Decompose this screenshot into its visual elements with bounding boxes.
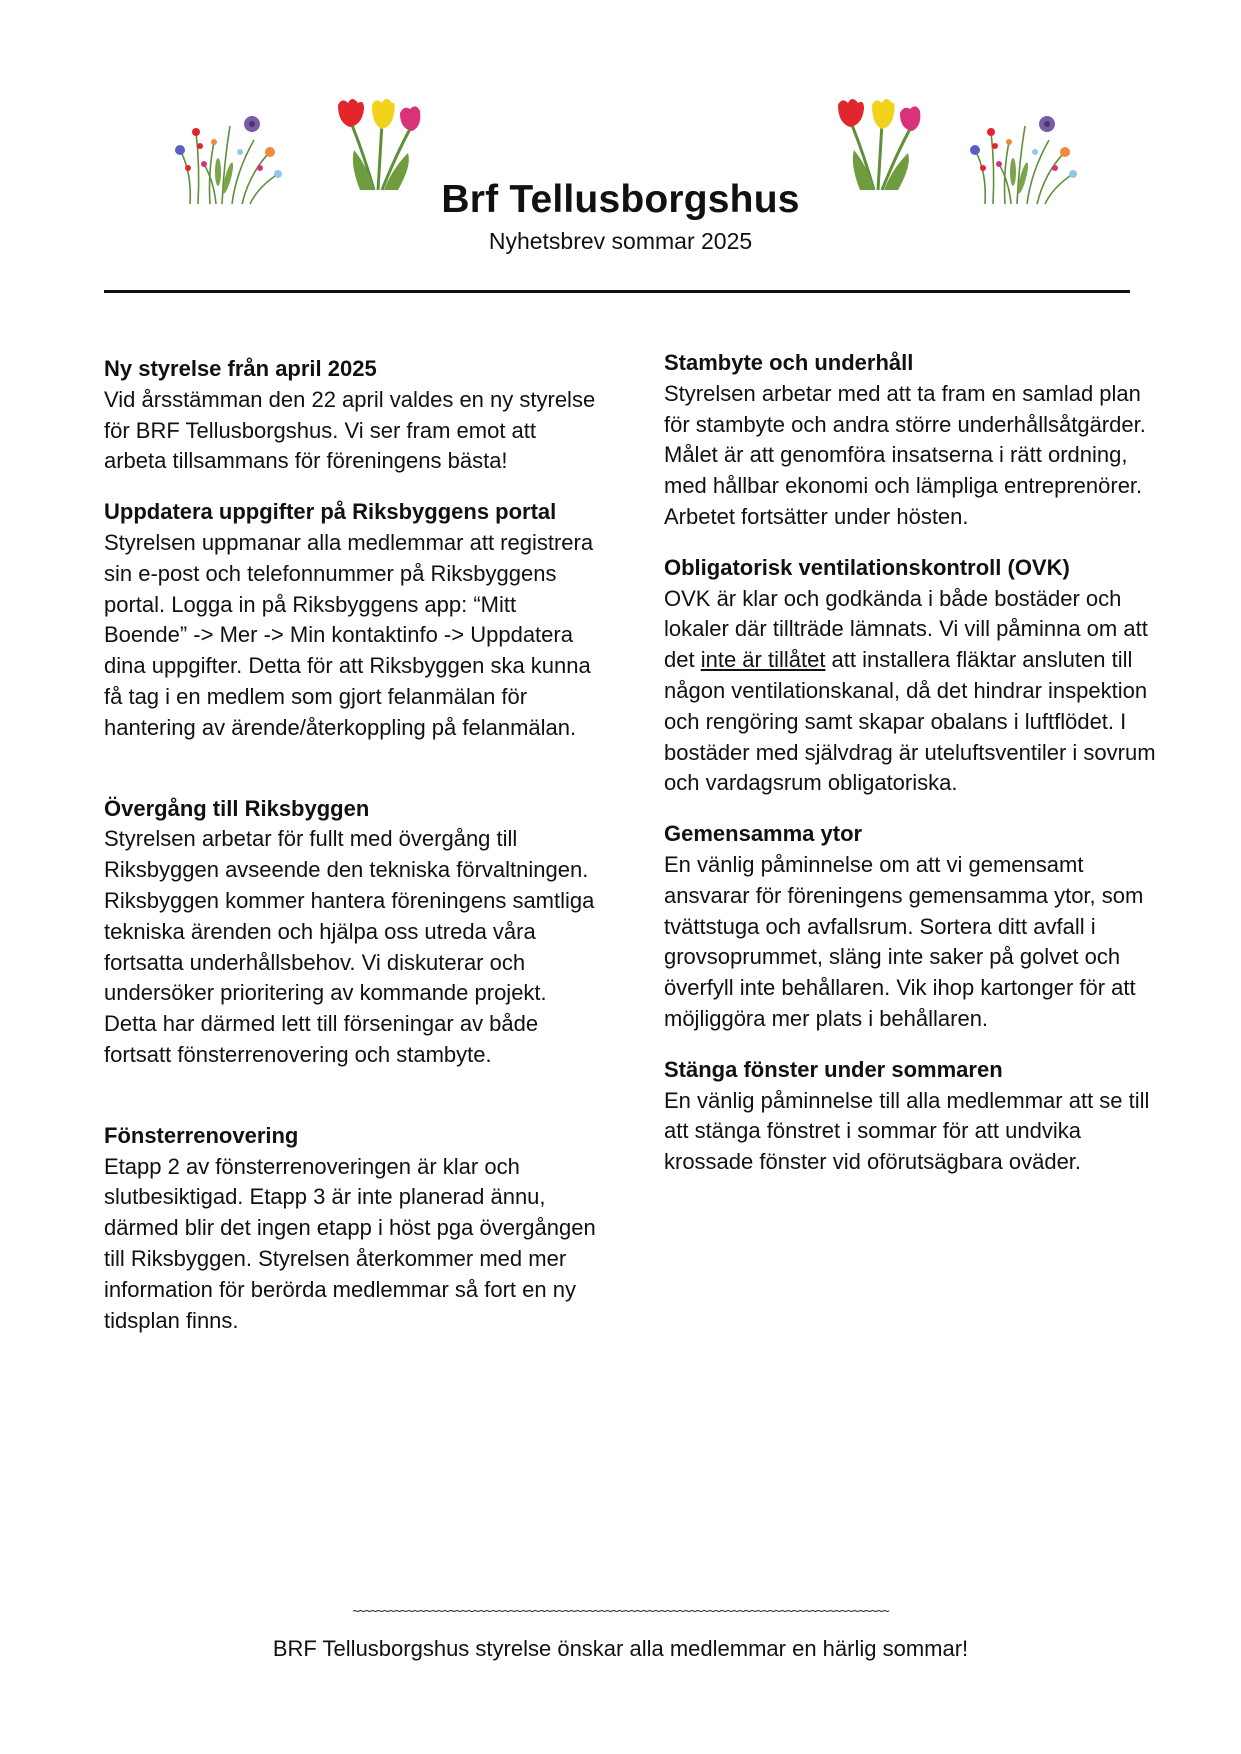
section-body: Styrelsen arbetar med att ta fram en samlad plan för stambyte och andra större underhållsåtgärder. Målet är att genomföra insatserna i rätt ordning, med hållbar ekonomi och lämpliga entreprenörer. Arbetet fortsätter under hösten. (664, 380, 1146, 529)
header-divider (104, 290, 1130, 293)
section-body: Styrelsen arbetar för fullt med övergång till Riksbyggen avseende den tekniska förvaltningen. Riksbyggen kommer hantera föreningens samtliga tekniska ärenden och hjälpa oss utreda våra fortsatta underhållsbehov. Vi diskuterar och undersöker prioritering av kommande projekt. Detta har därmed lett till förseningar av både fortsatt fönsterrenovering och stambyte. (104, 826, 595, 1067)
footer-wave-divider: ~~~~~~~~~~~~~~~~~~~~~~~~~~~~~~~~~~~~~~~~~~~~~~~~~~~~~~~~~~~~~~~~~~~~~~~~~~~~~~~~~~~~~~~~~ (352, 1604, 889, 1618)
underlined-emphasis: inte är tillåtet (700, 647, 826, 673)
section-heading: Fönsterrenovering (104, 1122, 299, 1148)
section-body: Etapp 2 av fönsterrenoveringen är klar och slutbesiktigad. Etapp 3 är inte planerad ännu, därmed blir det ingen etapp i höst pga övergången till Riksbyggen. Styrelsen återkommer med mer information för berörda medlemmar så fort en ny tidsplan finns. (104, 1153, 596, 1333)
section-common-areas (664, 819, 1164, 1035)
section-body: En vänlig påminnelse om att vi gemensamt ansvarar för föreningens gemensamma ytor, som tvättstuga och avfallsrum. Sortera ditt avfall i grovsoprummet, släng inte saker på golvet och överfyll inte behållaren. Vik ihop kartonger för att möjliggöra mer plats i behållaren. (664, 851, 1144, 1031)
section-ovk (664, 553, 1164, 799)
left-column (104, 354, 604, 1336)
body-text-before: OVK är klar och godkända i både bostäder och lokaler där tillträde lämnats. Vi vill påminna om att det (664, 585, 1148, 673)
section-close-windows (664, 1055, 1164, 1178)
section-heading: Stambyte och underhåll (664, 350, 914, 375)
section-body: En vänlig påminnelse till alla medlemmar att se till att stänga fönstret i sommar för att undvika krossade fönster vid oförutsägbara oväder. (664, 1087, 1150, 1175)
newsletter-subtitle: Nyhetsbrev sommar 2025 (488, 228, 753, 254)
section-heading: Uppdatera uppgifter på Riksbyggens portal (104, 499, 557, 525)
right-column (664, 348, 1164, 1178)
newsletter-title: Brf Tellusborgshus (441, 178, 800, 221)
section-heading: Obligatorisk ventilationskontroll (OVK) (664, 554, 1070, 580)
section-new-board (104, 354, 604, 477)
section-body: Vid årsstämman den 22 april valdes en ny styrelse för BRF Tellusborgshus. Vi ser fram emot att arbeta tillsammans för föreningens bästa! (104, 386, 596, 474)
section-pipe-replacement (664, 348, 1164, 533)
section-window-renovation (104, 1121, 604, 1337)
section-heading: Gemensamma ytor (664, 821, 863, 847)
section-body (664, 584, 1164, 800)
section-heading: Övergång till Riksbyggen (104, 795, 370, 821)
section-update-portal (104, 497, 604, 743)
body-text-after: att installera fläktar ansluten till någon ventilationskanal, då det hindrar inspektion och rengöring samt skapar obalans i luftflödet. I bostäder med självdrag är uteluftsventiler i sovrum och vardagsrum obligatoriska. (664, 647, 1156, 796)
footer-message: BRF Tellusborgshus styrelse önskar alla medlemmar en härlig sommar! (272, 1636, 969, 1661)
section-transition-riksbyggen (104, 794, 604, 1071)
section-heading: Ny styrelse från april 2025 (104, 356, 377, 381)
section-body: Styrelsen uppmanar alla medlemmar att registrera sin e-post och telefonnummer på Riksbyggens portal. Logga in på Riksbyggens app: “Mitt Boende” -> Mer -> Min kontaktinfo -> Uppdatera dina uppgifter. Detta för att Riksbyggen ska kunna få tag i en medlem som gjort felanmälan för hantering av ärende/återkoppling på felanmälan. (104, 529, 594, 740)
section-heading: Stänga fönster under sommaren (664, 1056, 1003, 1082)
